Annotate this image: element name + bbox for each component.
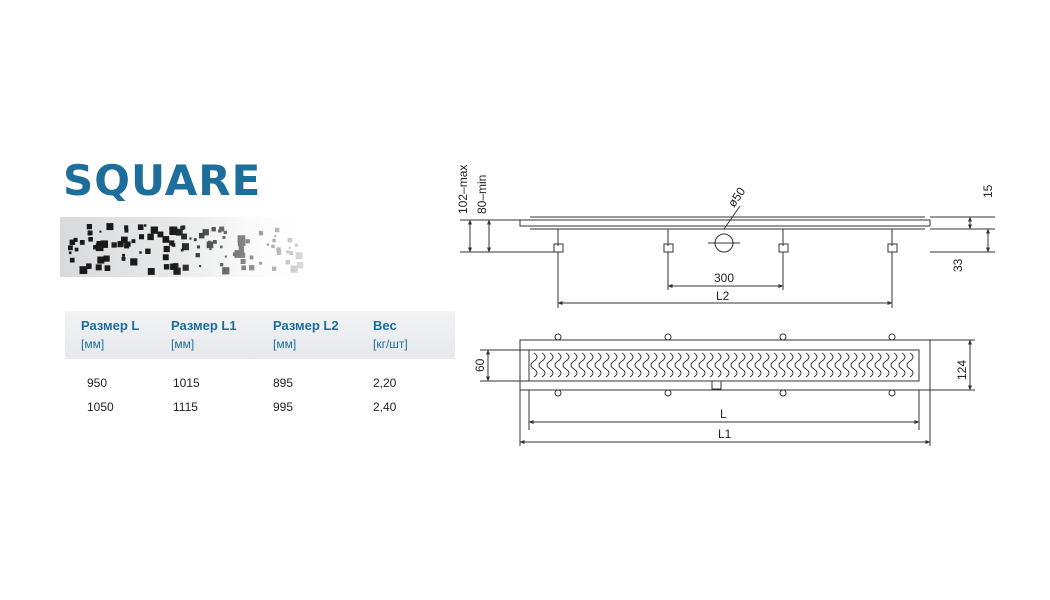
side-view: [456, 165, 995, 308]
grate-slot: [811, 353, 817, 377]
grate-slot: [795, 353, 801, 377]
dim-15-label: 15: [981, 184, 995, 198]
table-row: 1050 1115 995 2,40: [87, 400, 397, 414]
grate-slot: [651, 353, 657, 377]
grate-slot: [635, 353, 641, 377]
dim-33-label: 33: [951, 258, 965, 272]
table-header: [65, 311, 455, 359]
grate-slot: [683, 353, 689, 377]
grate-slot: [611, 353, 617, 377]
top-view: [473, 334, 975, 446]
grate-slot: [715, 353, 721, 377]
grate-slot: [587, 353, 593, 377]
grate-slot: [643, 353, 649, 377]
grate-slot: [835, 353, 841, 377]
grate-slot: [875, 353, 881, 377]
technical-drawing: [440, 140, 1000, 460]
grate-slot: [779, 353, 785, 377]
header-weight: Вес [кг/шт]: [373, 318, 408, 351]
grate-slot: [819, 353, 825, 377]
width-60-label: 60: [473, 358, 487, 372]
diameter-label: ø50: [724, 184, 749, 210]
grate-slot: [699, 353, 705, 377]
grate-slot: [763, 353, 769, 377]
grate-slot: [539, 353, 545, 377]
grate-slot: [843, 353, 849, 377]
grate-slot: [827, 353, 833, 377]
grate-slot: [619, 353, 625, 377]
product-title: SQUARE: [63, 156, 262, 205]
grate-slot: [859, 353, 865, 377]
grate-slot: [603, 353, 609, 377]
grate-slot: [531, 353, 537, 377]
grate-slot: [747, 353, 753, 377]
dim-l1-label: L1: [718, 427, 732, 441]
grate-slot: [547, 353, 553, 377]
grate-slot: [771, 353, 777, 377]
grate-slot: [899, 353, 905, 377]
grate-slot: [731, 353, 737, 377]
grate-slot: [579, 353, 585, 377]
table-row: 950 1015 895 2,20: [87, 376, 397, 390]
grate-slot: [891, 353, 897, 377]
grate-slot: [787, 353, 793, 377]
width-124-label: 124: [955, 359, 969, 380]
grate-slot: [563, 353, 569, 377]
grate-slot: [595, 353, 601, 377]
grate-slot: [851, 353, 857, 377]
grate-slot: [803, 353, 809, 377]
header-size-l2: Размер L2 [мм]: [273, 318, 339, 351]
grate-slot: [627, 353, 633, 377]
grate-pattern-image: [60, 217, 310, 277]
grate-slot: [555, 353, 561, 377]
grate-slot: [867, 353, 873, 377]
grate-slot: [755, 353, 761, 377]
max-height-label: 102–max: [456, 164, 470, 214]
grate-slot: [907, 353, 913, 377]
grate-slot: [675, 353, 681, 377]
grate-slot: [723, 353, 729, 377]
grate-slot: [707, 353, 713, 377]
grate-slot: [659, 353, 665, 377]
min-height-label: 80–min: [475, 174, 489, 214]
header-size-l: Размер L [мм]: [81, 318, 140, 351]
grate-slot: [691, 353, 697, 377]
dim-l2-label: L2: [716, 289, 730, 303]
dimensions-table: [65, 311, 455, 424]
header-size-l1: Размер L1 [мм]: [171, 318, 237, 351]
grate-slot: [667, 353, 673, 377]
grate-slot: [883, 353, 889, 377]
dim-300-label: 300: [714, 271, 735, 285]
grate-slot: [739, 353, 745, 377]
grate-slot: [571, 353, 577, 377]
dim-l-label: L: [720, 407, 727, 421]
